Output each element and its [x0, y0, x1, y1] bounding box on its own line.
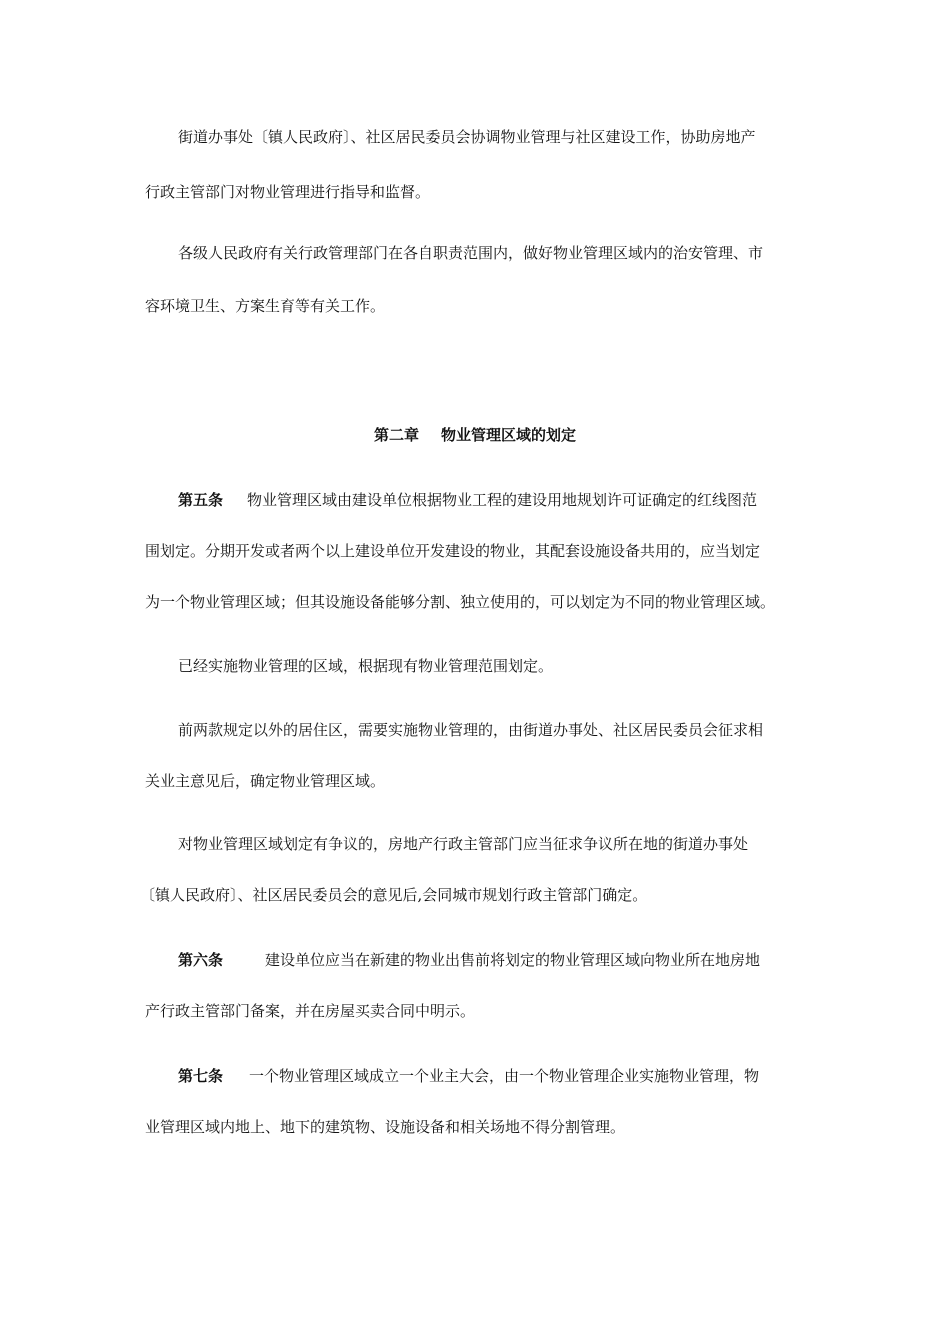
article-line: [178, 950, 760, 970]
article-text: 物业管理区域由建设单位根据物业工程的建设用地规划许可证确定的红线图范: [247, 491, 758, 509]
article-text: 一个物业管理区域成立一个业主大会，由一个物业管理企业实施物业管理，物: [249, 1067, 760, 1085]
paragraph-line: 产行政主管部门备案，并在房屋买卖合同中明示。: [145, 1002, 476, 1020]
article-label: 第五条: [178, 491, 224, 509]
paragraph-line: 容环境卫生、方案生育等有关工作。: [145, 297, 386, 315]
chapter-title: 物业管理区域的划定: [441, 426, 577, 444]
paragraph-line: 行政主管部门对物业管理进行指导和监督。: [145, 183, 431, 201]
paragraph-line: 对物业管理区域划定有争议的，房地产行政主管部门应当征求争议所在地的街道办事处: [178, 835, 749, 853]
paragraph-line: 前两款规定以外的居住区，需要实施物业管理的，由街道办事处、社区居民委员会征求相: [178, 721, 764, 739]
paragraph-line: 已经实施物业管理的区域，根据现有物业管理范围划定。: [178, 657, 554, 675]
article-text: 建设单位应当在新建的物业出售前将划定的物业管理区域向物业所在地房地: [265, 951, 761, 969]
chapter-heading: [0, 425, 950, 445]
paragraph-line: 街道办事处〔镇人民政府〕、社区居民委员会协调物业管理与社区建设工作，协助房地产: [178, 128, 756, 146]
paragraph-line: 业管理区域内地上、地下的建筑物、设施设备和相关场地不得分割管理。: [145, 1118, 626, 1136]
article-label: 第七条: [178, 1067, 224, 1085]
article-label: 第六条: [178, 951, 224, 969]
paragraph-line: 各级人民政府有关行政管理部门在各自职责范围内，做好物业管理区域内的治安管理、市: [178, 244, 764, 262]
paragraph-line: 为一个物业管理区域；但其设施设备能够分割、独立使用的，可以划定为不同的物业管理区域。: [145, 593, 776, 611]
paragraph-line: 关业主意见后，确定物业管理区域。: [145, 772, 386, 790]
paragraph-line: 围划定。分期开发或者两个以上建设单位开发建设的物业，其配套设施设备共用的，应当划定: [145, 542, 761, 560]
article-line: [178, 490, 757, 510]
article-line: [178, 1066, 759, 1086]
paragraph-line: 〔镇人民政府〕、社区居民委员会的意见后,会同城市规划行政主管部门确定。: [140, 886, 648, 904]
chapter-number: 第二章: [373, 426, 419, 444]
